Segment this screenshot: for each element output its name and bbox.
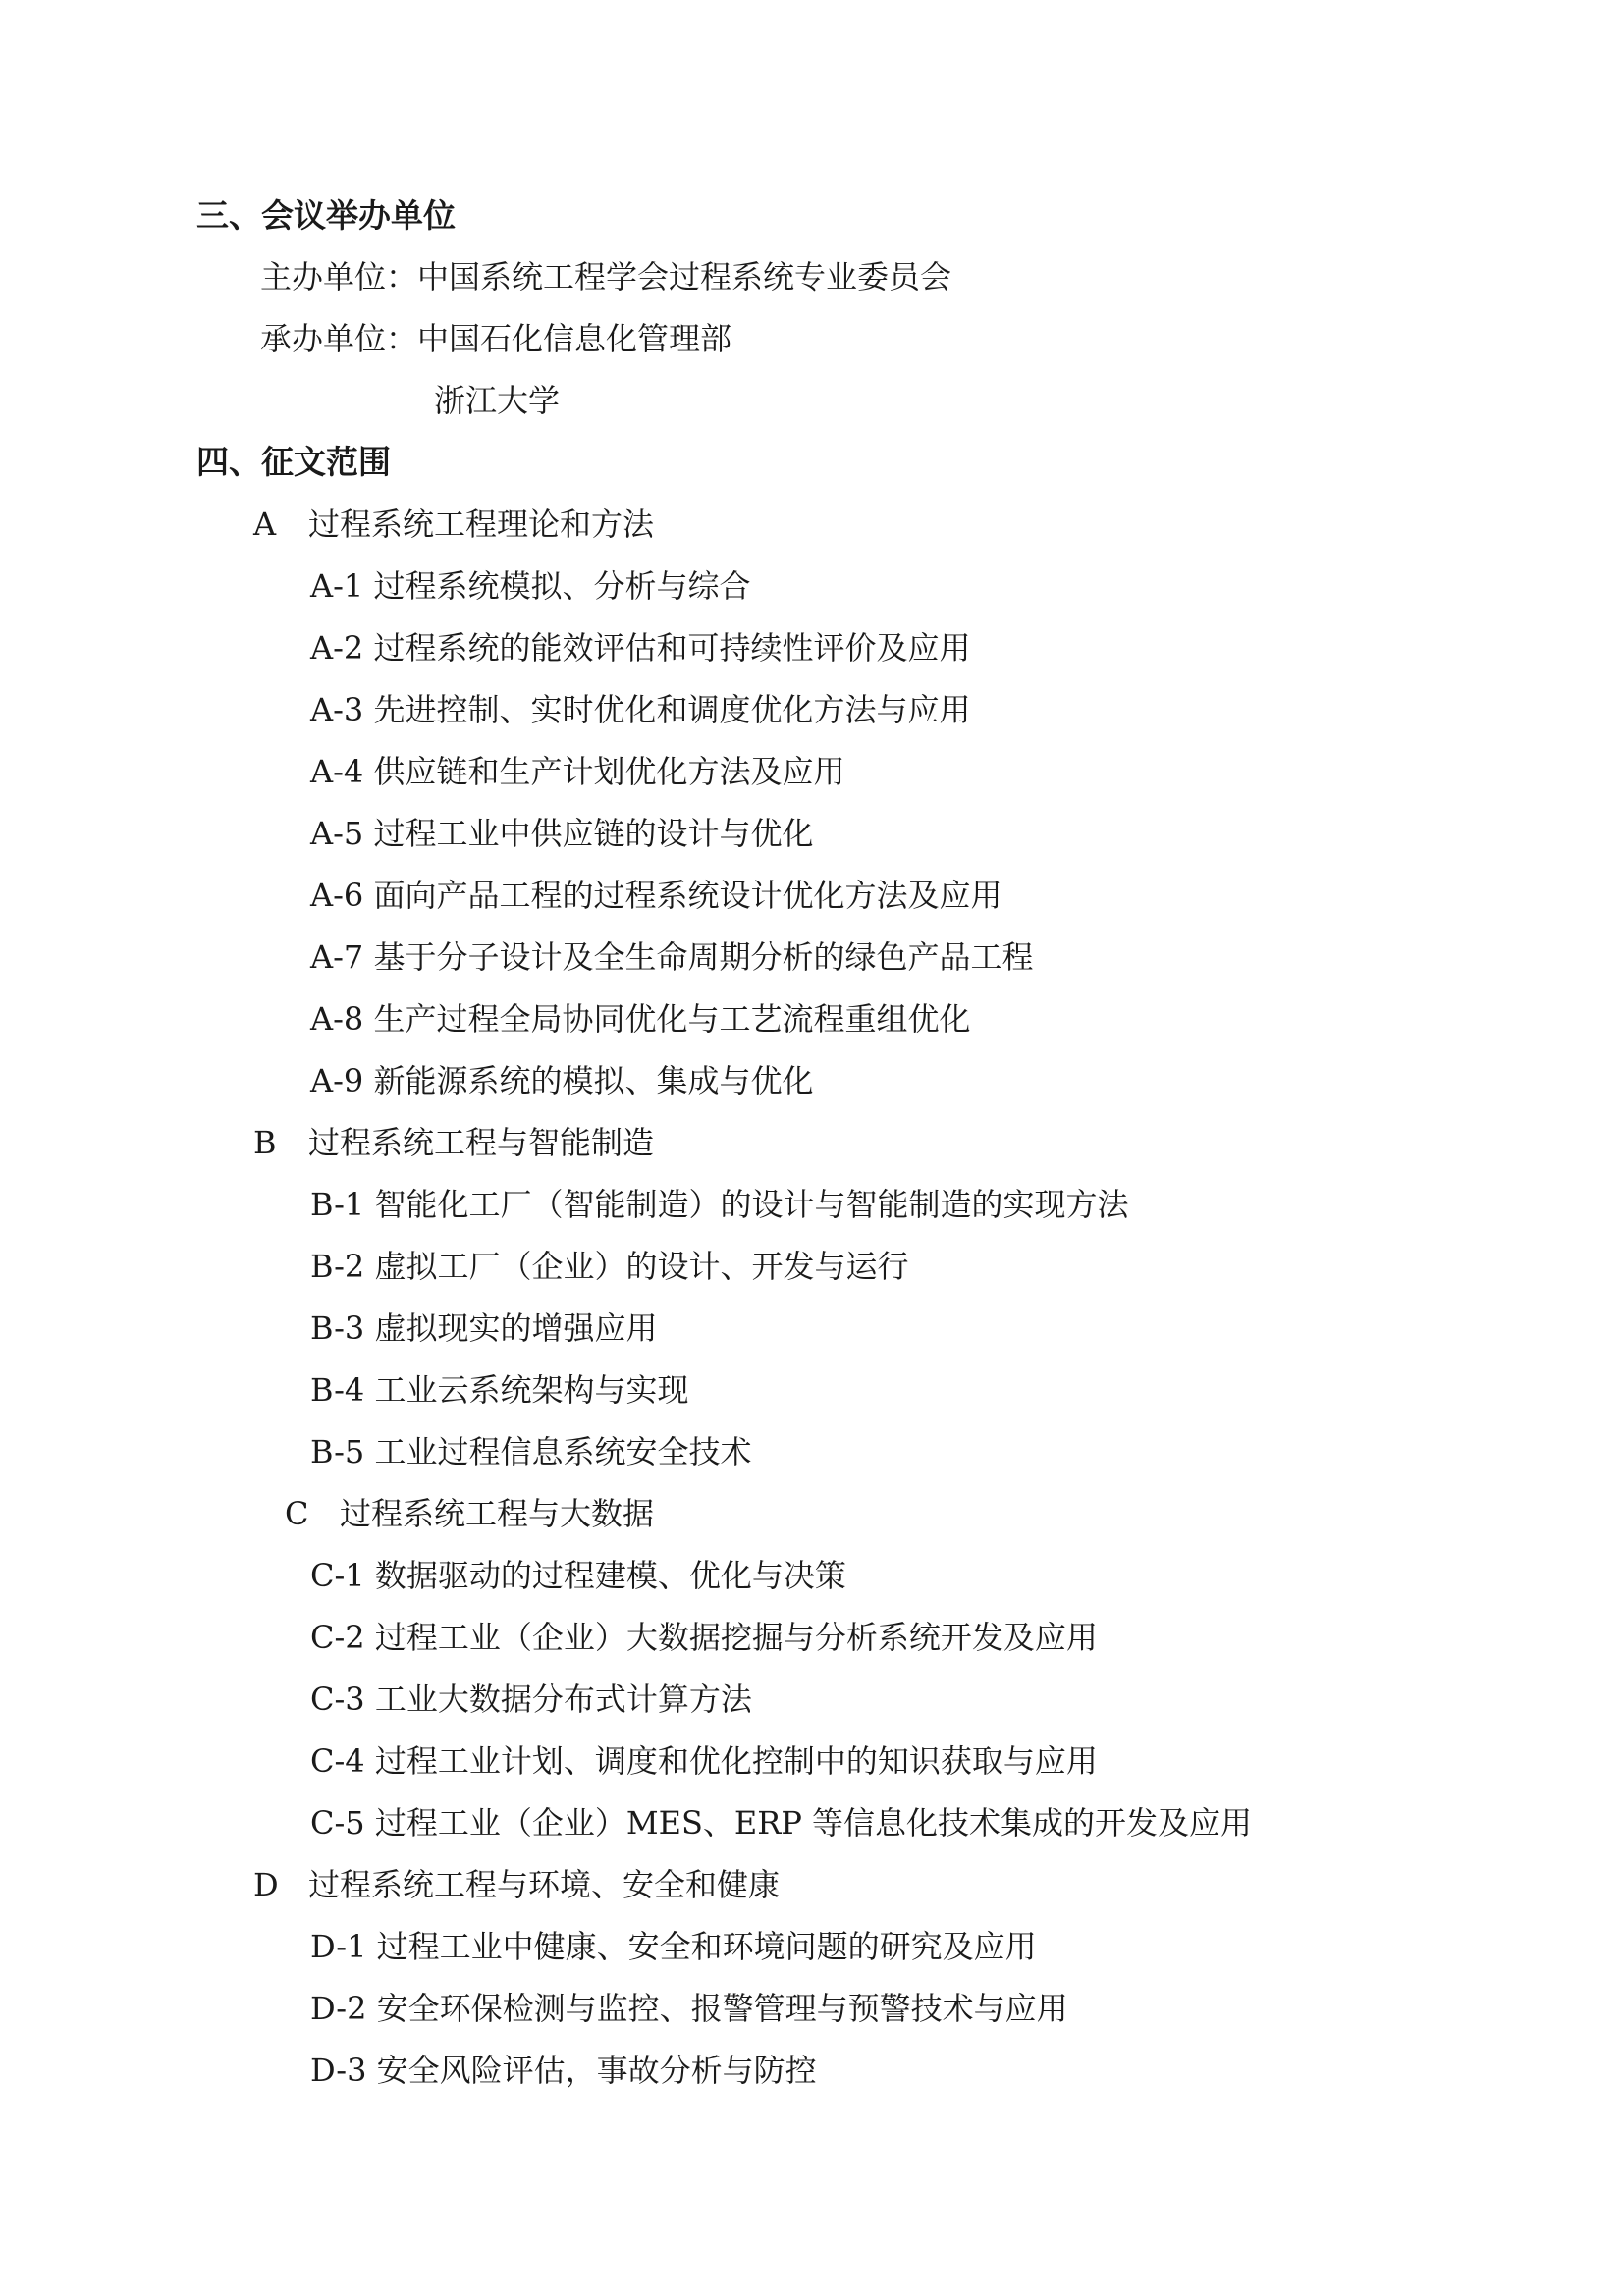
list-item: C-1 数据驱动的过程建模、优化与决策: [310, 1557, 846, 1594]
list-item: A-3 先进控制、实时优化和调度优化方法与应用: [310, 691, 971, 728]
topic-a: [253, 505, 654, 544]
list-item: A-8 生产过程全局协同优化与工艺流程重组优化: [310, 1000, 971, 1038]
topic-b: [253, 1123, 654, 1162]
list-item: C-5 过程工业（企业）MES、ERP 等信息化技术集成的开发及应用: [310, 1804, 1253, 1842]
list-item: C-4 过程工业计划、调度和优化控制中的知识获取与应用: [310, 1742, 1098, 1780]
section-4-heading: 四、征文范围: [196, 443, 391, 481]
list-item: D-2 安全环保检测与监控、报警管理与预警技术与应用: [310, 1990, 1068, 2027]
list-item: A-1 过程系统模拟、分析与综合: [310, 567, 751, 605]
list-item: D-3 安全风险评估，事故分析与防控: [310, 2052, 817, 2089]
section-3-heading: 三、会议举办单位: [196, 196, 456, 235]
list-item: A-5 过程工业中供应链的设计与优化: [310, 815, 814, 852]
list-item: B-5 工业过程信息系统安全技术: [310, 1433, 752, 1470]
topic-code: C: [285, 1495, 309, 1532]
organizer-unit-2: 浙江大学: [434, 382, 561, 419]
topic-c: [285, 1494, 654, 1533]
topic-d: [253, 1865, 780, 1904]
list-item: A-2 过程系统的能效评估和可持续性评价及应用: [310, 629, 971, 667]
topic-title: 过程系统工程与大数据: [340, 1495, 655, 1532]
list-item: B-2 虚拟工厂（企业）的设计、开发与运行: [310, 1248, 909, 1285]
list-item: A-7 基于分子设计及全生命周期分析的绿色产品工程: [310, 938, 1034, 976]
list-item: B-1 智能化工厂（智能制造）的设计与智能制造的实现方法: [310, 1186, 1129, 1223]
list-item: A-4 供应链和生产计划优化方法及应用: [310, 753, 845, 790]
host-unit: 主办单位：中国系统工程学会过程系统专业委员会: [260, 258, 952, 295]
list-item: D-1 过程工业中健康、安全和环境问题的研究及应用: [310, 1928, 1037, 1965]
list-item: C-2 过程工业（企业）大数据挖掘与分析系统开发及应用: [310, 1619, 1098, 1656]
topic-code: D: [253, 1866, 279, 1903]
organizer-unit: 承办单位：中国石化信息化管理部: [260, 320, 732, 357]
list-item: A-6 面向产品工程的过程系统设计优化方法及应用: [310, 877, 1002, 914]
list-item: B-3 虚拟现实的增强应用: [310, 1309, 658, 1347]
topic-title: 过程系统工程理论和方法: [308, 506, 655, 543]
list-item: C-3 工业大数据分布式计算方法: [310, 1681, 752, 1718]
topic-code: A: [253, 506, 277, 543]
topic-code: B: [253, 1124, 277, 1161]
list-item: A-9 新能源系统的模拟、集成与优化: [310, 1062, 814, 1099]
topic-title: 过程系统工程与环境、安全和健康: [308, 1866, 781, 1903]
list-item: B-4 工业云系统架构与实现: [310, 1371, 689, 1409]
topic-title: 过程系统工程与智能制造: [308, 1124, 655, 1161]
